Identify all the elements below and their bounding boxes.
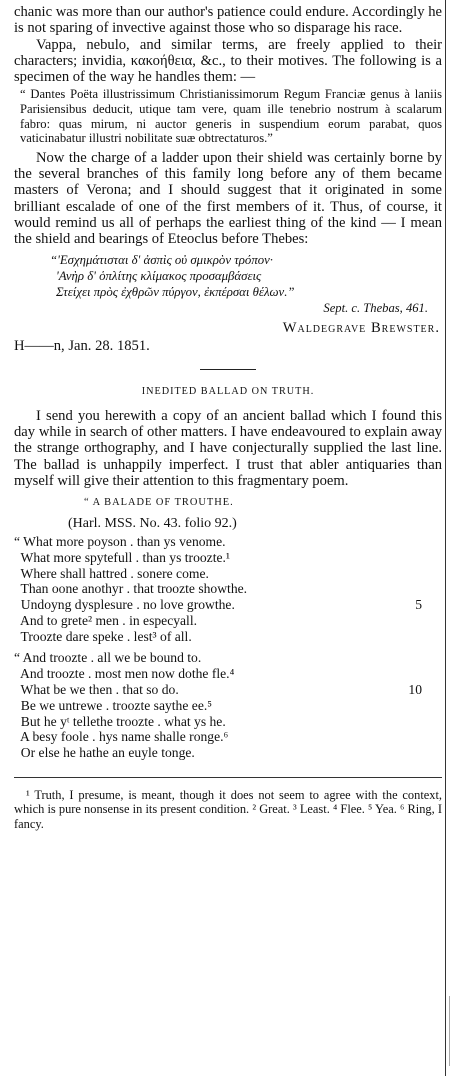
verse-text: And troozte . most men now dothe fle.⁴ (14, 666, 235, 682)
verse-text: But he yᵗ tellethe troozte . what ys he. (14, 713, 226, 729)
paragraph-3: Now the charge of a ladder upon their shield was certainly borne by the several branches of this family long before any of them became masters of Verona; and I should suggest that it originated in some brilliant escalade of one of the first members of it. Thus, of course, it would remind us all of perhaps the earliest thing of the kind — I mean the shield and bearings of Eteoclus before Thebes: (14, 149, 442, 248)
verse-line (14, 682, 442, 698)
verse-text: Troozte dare speke . lest³ of all. (14, 628, 192, 644)
verse-text: Be we untrewe . troozte saythe ee.⁵ (14, 697, 212, 713)
section-divider (200, 369, 256, 370)
verse-line (14, 597, 442, 613)
verse-text: What be we then . that so do. (14, 682, 179, 698)
verse-line (14, 650, 442, 666)
verse-line (14, 566, 442, 582)
column-rule (445, 0, 446, 1076)
verse-line (14, 666, 442, 682)
stanza-1 (14, 534, 442, 645)
verse-text: Undoyng dysplesure . no love growthe. (14, 597, 235, 613)
verse-line (14, 550, 442, 566)
stanza-2 (14, 650, 442, 761)
latin-quote: “ Dantes Poëta illustrissimum Christianissimorum Regum Franciæ genus à laniis Parisiensibus deducit, utique tam vere, quam ille tenebrio nostrum à scalarum fabro: quas mirum, ni auctor generis in suspendium eorum parabat, quos vaticinabatur illustri nobilitate suæ obtrectaturos.” (20, 87, 442, 146)
paragraph-1: chanic was more than our author's patience could endure. Accordingly he is not sparing of invective against those who so disparage his race. (14, 4, 442, 37)
line-number: 10 (408, 682, 422, 698)
footnotes: ¹ Truth, I presume, is meant, though it does not seem to agree with the context, which is pure nonsense in its present condition. ² Great. ³ Least. ⁴ Flee. ⁵ Yea. ⁶ Ring, I fancy. (14, 788, 442, 831)
verse-text: Than oone anothyr . that troozte showthe. (14, 581, 248, 597)
ballad-title: “ A BALADE OF TROUTHE. (84, 497, 234, 509)
verse-text: “ What more poyson . than ys venome. (14, 533, 226, 549)
verse-line (14, 629, 442, 645)
place-date: H——n, Jan. 28. 1851. (14, 338, 150, 355)
verse-line (14, 534, 442, 550)
greek-line: Στείχει πρὸς ἐχθρῶν πύργον, ἐκπέρσαι θέλων.” (56, 284, 295, 299)
article-heading: INEDITED BALLAD ON TRUTH. (141, 385, 315, 397)
article-intro: I send you herewith a copy of an ancient ballad which I found this day while in search of other matters. I have endeavoured to explain away the strange orthography, and I have conjecturally supplied the last line. The ballad is unhappily imperfect. I trust that abler antiquaries than myself will give their attention to this fragmentary poem. (14, 407, 442, 490)
footnote-rule (14, 777, 442, 778)
page-column (14, 4, 442, 831)
greek-line: “'Εσχημάτισται δ' ἀσπὶς οὐ σμικρὸν τρόπον· (50, 252, 274, 267)
verse-text: What more spytefull . than ys troozte.¹ (14, 549, 230, 565)
verse-text: “ And troozte . all we be bound to. (14, 650, 202, 666)
greek-quote (14, 252, 442, 300)
margin-mark (449, 996, 454, 1066)
signature: Waldegrave Brewster. (282, 319, 440, 336)
line-number: 5 (415, 597, 422, 613)
paragraph-2: Vappa, nebulo, and similar terms, are freely applied to their characters; invidia, κακοήθεια, &c., to their motives. The following is a specimen of the way he handles them: — (14, 36, 442, 86)
verse-line (14, 729, 442, 745)
verse-line (14, 581, 442, 597)
verse-text: A besy foole . hys name shalle ronge.⁶ (14, 729, 229, 745)
verse-line (14, 698, 442, 714)
verse-line (14, 714, 442, 730)
verse-line (14, 613, 442, 629)
verse-text: And to grete² men . in especyall. (14, 612, 198, 628)
verse-text: Where shall hattred . sonere come. (14, 565, 209, 581)
greek-reference: Sept. c. Thebas, 461. (323, 300, 428, 315)
greek-line: 'Ανὴρ δ' ὁπλίτης κλίμακος προσαμβάσεις (56, 268, 262, 283)
verse-text: Or else he hathe an euyle tonge. (14, 745, 195, 761)
manuscript-reference: (Harl. MSS. No. 43. folio 92.) (68, 515, 237, 531)
verse-line (14, 745, 442, 761)
